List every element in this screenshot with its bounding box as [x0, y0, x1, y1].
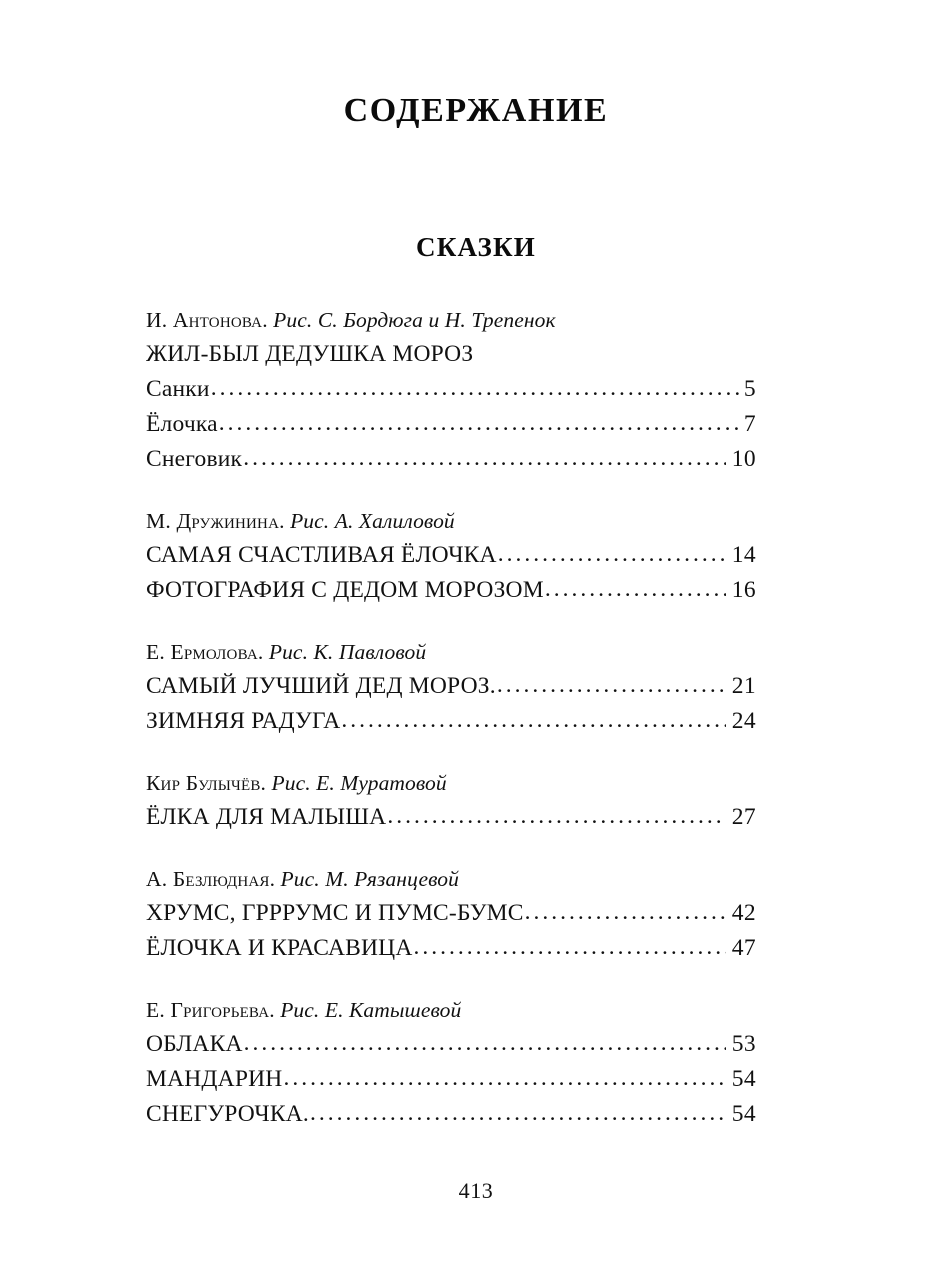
- dot-leader: [545, 572, 726, 607]
- author-name: А. Безлюдная.: [146, 867, 276, 891]
- toc-entry-title: ЁЛКА ДЛЯ МАЛЫША: [146, 804, 387, 830]
- author-line: [146, 635, 756, 669]
- toc-entry-title: ЁЛОЧКА И КРАСАВИЦА: [146, 935, 413, 961]
- dot-leader: [243, 441, 726, 476]
- toc-block: [146, 504, 756, 608]
- toc-entry-title: Санки: [146, 376, 210, 402]
- toc-entry-title: ЖИЛ-БЫЛ ДЕДУШКА МОРОЗ: [146, 341, 474, 367]
- toc-entry[interactable]: [146, 800, 756, 835]
- toc-entry-page-number: 16: [731, 577, 756, 603]
- toc-entry[interactable]: [146, 573, 756, 608]
- toc-entry[interactable]: [146, 407, 756, 442]
- author-name: Е. Ермолова.: [146, 640, 264, 664]
- toc-entry-page-number: 21: [731, 673, 756, 699]
- toc-entry-title: Снеговик: [146, 446, 243, 472]
- dot-leader: [341, 703, 725, 738]
- toc-entry-page-number: 42: [731, 900, 756, 926]
- illustrator-credit: Рис. М. Рязанцевой: [280, 867, 459, 891]
- toc-entry-page-number: 54: [731, 1101, 756, 1127]
- author-line: [146, 504, 756, 538]
- folio-page-number: 413: [458, 1178, 494, 1203]
- author-line: [146, 303, 756, 337]
- toc-block: [146, 862, 756, 966]
- illustrator-credit: Рис. С. Бордюга и Н. Трепенок: [273, 308, 556, 332]
- toc-entry[interactable]: [146, 1097, 756, 1132]
- dot-leader: [283, 1061, 725, 1096]
- author-name: И. Антонова.: [146, 308, 268, 332]
- toc-entry-title: ХРУМС, ГРРРУМС И ПУМС-БУМС: [146, 900, 524, 926]
- illustrator-credit: Рис. Е. Муратовой: [271, 771, 447, 795]
- dot-leader: [387, 799, 725, 834]
- toc-entry[interactable]: [146, 896, 756, 931]
- toc-entry-page-number: 10: [731, 446, 756, 472]
- illustrator-credit: Рис. А. Халиловой: [290, 509, 455, 533]
- toc-list: [146, 303, 756, 1132]
- toc-entry-page-number: 53: [731, 1031, 756, 1057]
- illustrator-credit: Рис. К. Павловой: [268, 640, 427, 664]
- dot-leader: [498, 537, 726, 572]
- author-name: Е. Григорьева.: [146, 998, 275, 1022]
- toc-entry-title: СНЕГУРОЧКА.: [146, 1101, 309, 1127]
- toc-block: [146, 766, 756, 835]
- toc-entry[interactable]: [146, 704, 756, 739]
- dot-leader: [414, 930, 726, 965]
- toc-entry-page-number: 24: [731, 708, 756, 734]
- toc-entry-title: САМАЯ СЧАСТЛИВАЯ ЁЛОЧКА: [146, 542, 497, 568]
- toc-entry[interactable]: [146, 442, 756, 477]
- toc-block: [146, 635, 756, 739]
- dot-leader: [219, 406, 743, 441]
- toc-entry-page-number: 27: [731, 804, 756, 830]
- page-title: СОДЕРЖАНИЕ: [343, 92, 609, 129]
- toc-entry-title: ОБЛАКА: [146, 1031, 243, 1057]
- author-line: [146, 862, 756, 896]
- toc-entry-page-number: 7: [743, 411, 756, 437]
- toc-entry-page-number: 14: [731, 542, 756, 568]
- dot-leader: [244, 1026, 726, 1061]
- toc-entry[interactable]: [146, 372, 756, 407]
- toc-entry-title: МАНДАРИН: [146, 1066, 283, 1092]
- toc-block: [146, 993, 756, 1132]
- toc-entry-title: ЗИМНЯЯ РАДУГА: [146, 708, 341, 734]
- section-heading: СКАЗКИ: [416, 232, 536, 262]
- toc-block: [146, 303, 756, 477]
- author-name: Кир Булычёв.: [146, 771, 267, 795]
- dot-leader: [310, 1096, 726, 1131]
- toc-entry-page-number: 47: [731, 935, 756, 961]
- toc-entry[interactable]: [146, 337, 756, 372]
- toc-entry[interactable]: [146, 538, 756, 573]
- dot-leader: [525, 895, 726, 930]
- illustrator-credit: Рис. Е. Катышевой: [280, 998, 462, 1022]
- author-line: [146, 993, 756, 1027]
- dot-leader: [211, 371, 743, 406]
- toc-entry-title: Ёлочка: [146, 411, 218, 437]
- toc-entry[interactable]: [146, 1062, 756, 1097]
- author-line: [146, 766, 756, 800]
- author-name: М. Дружинина.: [146, 509, 285, 533]
- toc-entry-title: САМЫЙ ЛУЧШИЙ ДЕД МОРОЗ.: [146, 673, 496, 699]
- toc-entry[interactable]: [146, 1027, 756, 1062]
- toc-entry-page-number: 54: [731, 1066, 756, 1092]
- toc-entry[interactable]: [146, 931, 756, 966]
- toc-entry-title: ФОТОГРАФИЯ С ДЕДОМ МОРОЗОМ: [146, 577, 544, 603]
- toc-entry[interactable]: [146, 669, 756, 704]
- dot-leader: [497, 668, 726, 703]
- toc-entry-page-number: 5: [743, 376, 756, 402]
